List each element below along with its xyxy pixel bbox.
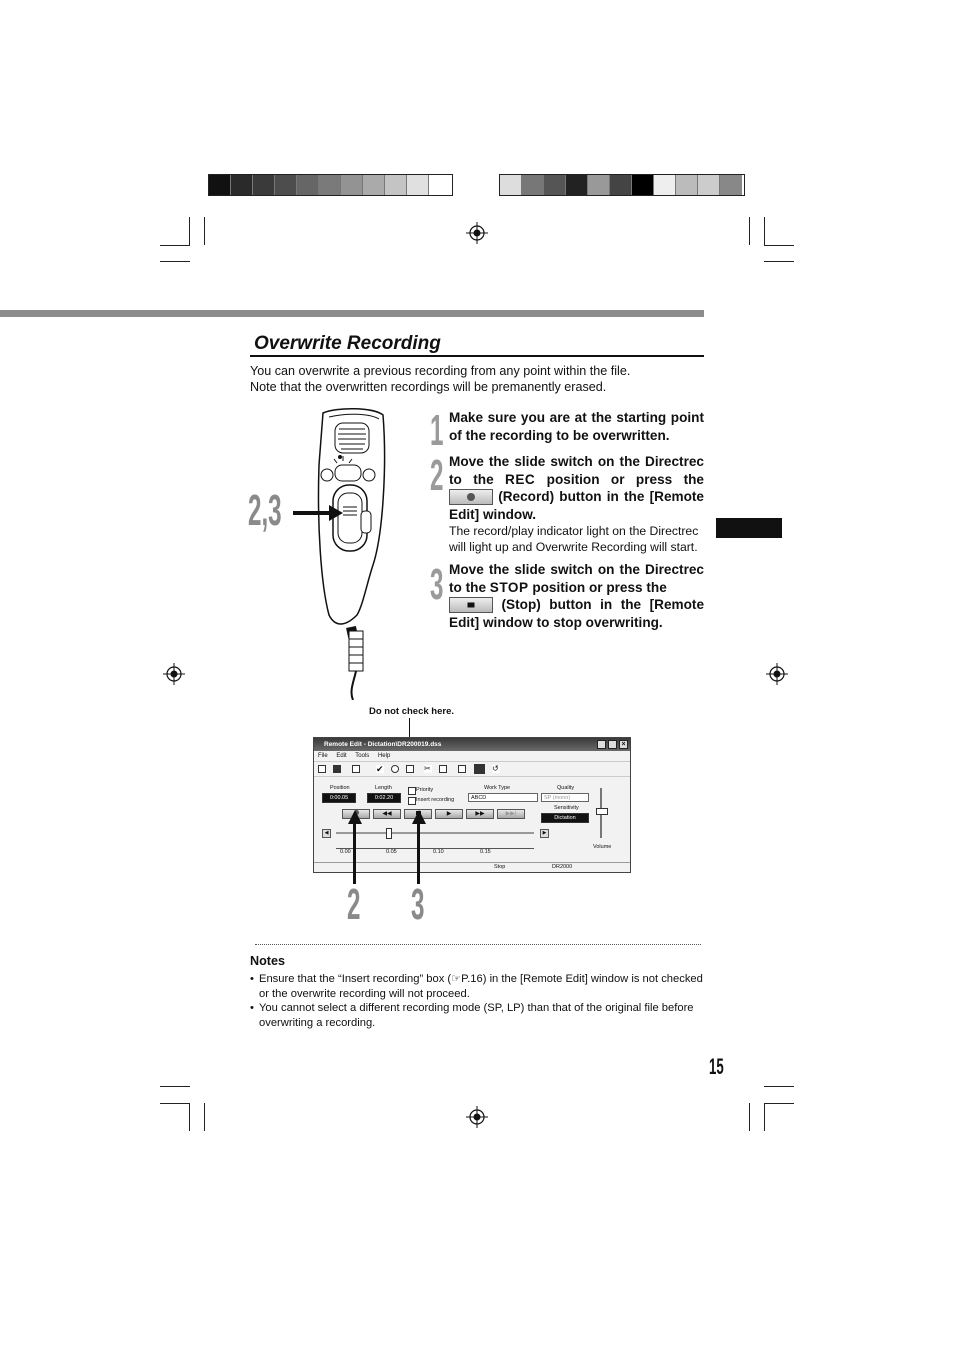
close-button[interactable]: × [619,740,628,749]
cut-icon[interactable]: ✂ [424,764,431,773]
note-item: • Ensure that the “Insert recording” box (☞P.16) in the [Remote Edit] window is not checked or the overwrite recording will not proceed. [250,972,706,1001]
crop-mark [204,1103,205,1131]
rec-position-label: REC [505,471,536,487]
tick-label: 0.15 [480,849,491,855]
intro-line: Note that the overwritten recordings will be premanently erased. [250,379,607,394]
minimize-button[interactable] [597,740,606,749]
intro-text [250,364,710,395]
registration-mark-icon [163,663,185,685]
undo-icon[interactable]: ↺ [492,764,499,773]
crop-mark [160,261,190,262]
side-tab [716,518,782,538]
insert-recording-checkbox[interactable] [408,797,416,805]
worktype-select[interactable]: ABCD [468,793,538,802]
arrow-head-icon [412,810,426,824]
rewind-button[interactable]: ◀◀ [373,809,401,819]
play-button[interactable]: ▶ [435,809,463,819]
quality-select[interactable]: SP (mono) [541,793,589,802]
step-2-text [449,453,704,555]
header-rule [0,310,704,317]
step-number: 3 [430,560,444,609]
crop-mark [764,245,794,246]
volume-label: Volume [593,844,612,850]
registration-mark-icon [766,663,788,685]
crop-mark [764,1103,765,1131]
cancel-icon[interactable] [391,765,399,773]
registration-mark-icon [466,1106,488,1128]
device-text: DR2000 [552,864,573,870]
annotation-text: Do not check here. [369,706,454,717]
window-titlebar [314,738,630,751]
crop-mark [764,217,765,245]
tick-label: 0.05 [386,849,397,855]
new-file-icon[interactable] [318,765,326,773]
hand-icon[interactable] [352,765,360,773]
length-label: Length [375,785,392,791]
section-title: Overwrite Recording [254,333,441,354]
transfer-icon[interactable] [474,764,485,774]
callout-arrow-3 [417,822,420,884]
step-text: (Stop) button in the [Remote Edit] window to stop overwriting. [449,597,705,630]
figure-label: 2,3 [248,486,282,535]
callout-number: 2 [347,880,361,929]
scroll-right-button[interactable]: ▶ [540,829,549,838]
crop-mark [160,1086,190,1087]
step-1-text: Make sure you are at the starting point of the recording to be overwritten. [449,410,704,443]
properties-icon[interactable] [458,765,466,773]
skip-end-button[interactable]: ▶▶| [497,809,525,819]
maximize-button[interactable] [608,740,617,749]
note-item: • You cannot select a different recording mode (SP, LP) than that of the original file before overwriting a recording. [250,1001,706,1030]
intro-line: You can overwrite a previous recording from any point within the file. [250,364,631,378]
tick-label: 0.10 [433,849,444,855]
mail-icon[interactable] [406,765,414,773]
timeline-ruler [336,844,534,849]
step-text: position or press the [528,579,667,595]
step-text: Move the slide switch on the Directrec to the [449,562,704,595]
toolbar [314,761,630,777]
page-number: 15 [709,1054,724,1079]
quality-label: Quality [557,785,575,791]
edit-icon[interactable] [439,765,447,773]
sensitivity-field[interactable]: Dictation [541,813,589,823]
stop-button-image [449,597,493,613]
crop-mark [204,217,205,245]
record-dot-icon [467,493,475,501]
calibration-bar-left [208,174,453,196]
position-slider[interactable] [336,832,534,834]
priority-label: Priority [416,787,434,793]
step-number: 2 [430,451,444,500]
crop-mark [160,245,190,246]
directrec-recorder-illustration [245,405,395,700]
status-text: Stop [494,864,506,870]
remote-edit-window [313,737,631,873]
stop-position-label: STOP [489,579,529,595]
callout-number: 3 [411,880,425,929]
title-underline [250,355,704,357]
menu-help[interactable]: Help [377,753,391,759]
step-3-text [449,561,704,631]
crop-mark [160,1103,190,1104]
crop-mark [764,1103,794,1104]
check-icon[interactable]: ✔ [376,764,384,774]
menu-file[interactable]: File [318,753,328,759]
arrow-head-icon [348,810,362,824]
step-text: position or press the [535,471,704,487]
save-icon[interactable] [333,765,341,773]
menu-edit[interactable]: Edit [336,753,347,759]
notes-heading: Notes [250,954,285,968]
menu-bar [314,751,630,761]
step-text: Move the slide switch on the Directrec to the [449,454,704,487]
step-2-subtext: The record/play indicator light on the Directrec will light up and Overwrite Recording will start. [449,524,699,554]
slider-thumb[interactable] [386,828,392,839]
crop-mark [764,1086,794,1087]
window-title: Remote Edit - Dictation\DR200019.dss [324,741,442,748]
status-bar [314,862,630,872]
length-field: 0:02.20 [367,793,401,803]
crop-mark [189,217,190,245]
stop-square-icon [468,603,475,608]
position-label: Position [330,785,350,791]
priority-checkbox[interactable] [408,787,416,795]
step-text: (Record) button in the [Remote Edit] window. [449,489,704,522]
volume-thumb[interactable] [596,808,608,815]
notes-list [250,972,706,1030]
position-field: 0:00.05 [322,793,356,803]
step-number: 1 [430,406,444,455]
notes-divider [255,944,701,945]
insert-recording-label: Insert recording [416,797,455,803]
crop-mark [749,1103,750,1131]
registration-mark-icon [466,222,488,244]
tick-label: 0.00 [340,849,351,855]
calibration-bar-right [499,174,745,196]
worktype-label: Work Type [484,785,511,791]
callout-arrow-2 [353,822,356,884]
crop-mark [749,217,750,245]
scroll-left-button[interactable]: ◀ [322,829,331,838]
record-button-image [449,489,493,505]
menu-tools[interactable]: Tools [355,753,370,759]
fast-forward-button[interactable]: ▶▶ [466,809,494,819]
crop-mark [764,261,794,262]
crop-mark [189,1103,190,1131]
sensitivity-label: Sensitivity [554,805,579,811]
